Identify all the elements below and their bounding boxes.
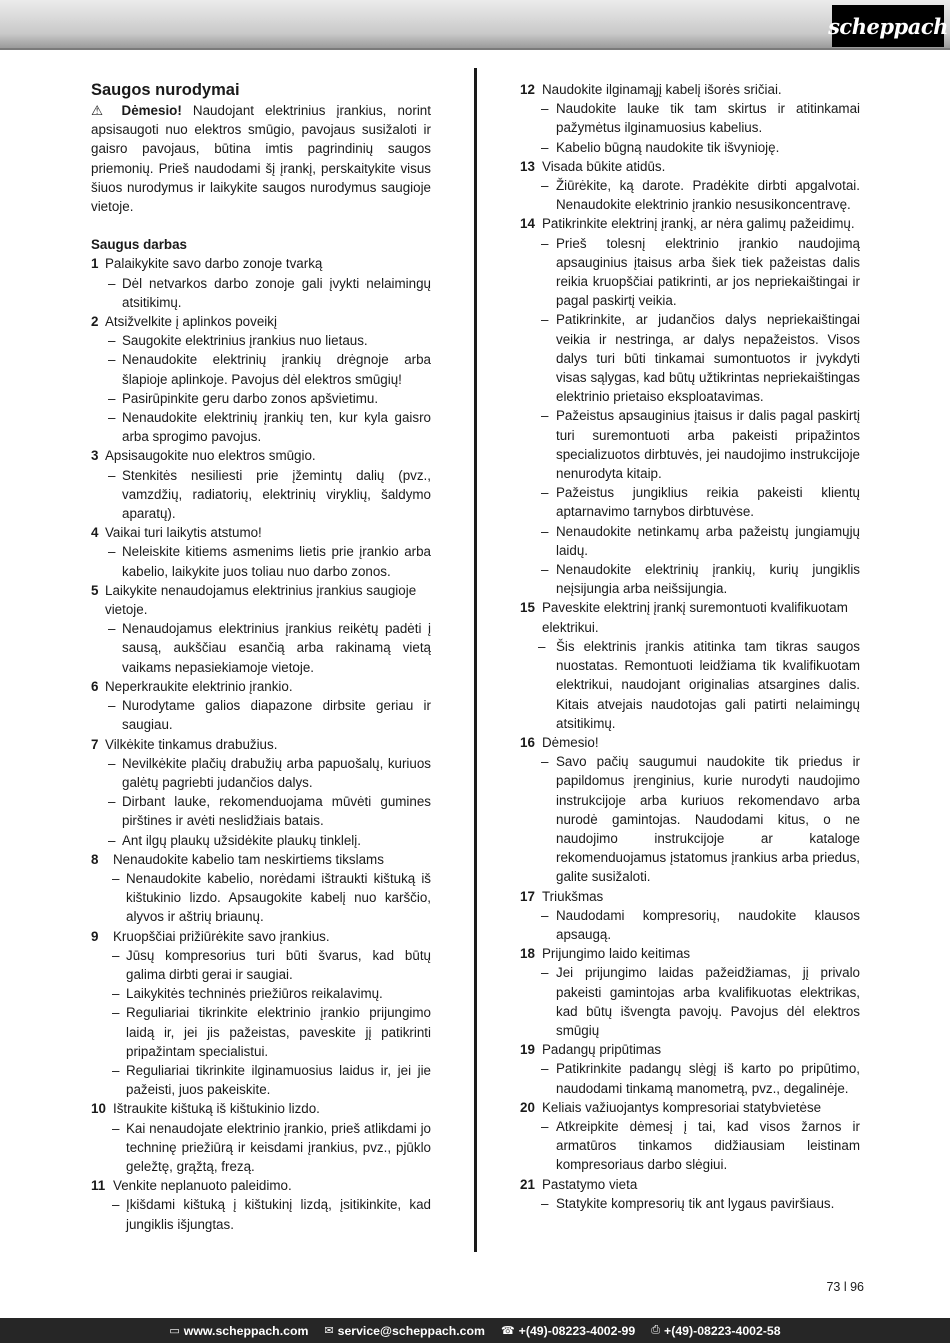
subitem-text: Nenaudokite elektrinių įrankių ten, kur kyla gaisro arba sprogimo pavojus. [122,410,431,445]
dash-bullet: – [541,965,549,981]
list-subitem [91,350,431,388]
subitem-text: Naudodami kompresorių, naudokite klausos apsaugą. [556,907,860,942]
footer-fax: +(49)-08223-4002-58 [664,1323,781,1338]
item-number: 1 [91,256,99,272]
item-number: 7 [91,736,99,752]
brand-logo: scheppach [832,5,944,47]
subitem-text: Naudokite lauke tik tam skirtus ir atitinkamai pažymėtus ilginamuosius kabelius. [556,101,860,136]
safety-list-right [520,80,860,1213]
list-subitem [520,138,860,157]
item-number: 3 [91,448,99,464]
footer-web-link[interactable]: www.scheppach.com [183,1323,309,1338]
list-item [91,581,431,619]
item-number: 8 [91,851,99,867]
item-number: 17 [520,888,535,904]
item-number: 14 [520,216,535,232]
footer-bar [0,1318,950,1343]
dash-bullet: – [541,754,549,770]
right-column [520,80,860,1213]
list-item [520,1175,860,1194]
list-subitem [91,408,431,446]
item-heading: Dėmesio! [542,734,599,750]
intro-text: Naudojant elektrinius įrankius, norint apsisaugoti nuo elektros smūgio, pavojaus susižaloti ir gaisro pavojaus, būtina imtis pagrindinių saugos priemonių. Prieš naudodami šį įrankį, perskaitykite visus šiuos nurodymus ir laikykite saugos nurodymus saugioje vietoje. [91,103,431,215]
dash-bullet: – [112,986,120,1002]
item-heading: Atsižvelkite į aplinkos poveikį [105,314,277,330]
list-subitem [520,1117,860,1175]
item-number: 16 [520,734,535,750]
subitem-text: Nenaudokite netinkamų arba pažeistų jungiamųjų laidų. [556,523,860,558]
dash-bullet: – [108,794,116,810]
list-item [91,254,431,273]
warning-icon: ⚠ [91,103,111,118]
list-item [91,312,431,331]
list-subitem [520,963,860,1040]
subitem-text: Saugokite elektrinius įrankius nuo lietaus. [122,333,368,349]
item-heading: Prijungimo laido keitimas [542,946,691,962]
dash-bullet: – [112,947,120,963]
dash-bullet: – [108,390,116,406]
list-item [91,1176,431,1195]
subitem-text: Nenaudokite elektrinių įrankių drėgnoje arba šlapioje aplinkoje. Pavojus dėl elektros smūgių! [122,352,431,387]
list-subitem [520,752,860,886]
envelope-icon: ✉ [324,1325,334,1337]
dash-bullet: – [541,485,549,501]
item-heading: Patikrinkite elektrinį įrankį, ar nėra galimų pažeidimų. [542,216,855,232]
item-number: 10 [91,1101,106,1117]
list-item [520,598,860,636]
dash-bullet: – [112,1120,120,1136]
list-item [520,157,860,176]
list-item [91,446,431,465]
list-subitem [91,542,431,580]
dash-bullet: – [541,101,549,117]
item-number: 13 [520,158,535,174]
dash-bullet: – [538,638,546,654]
list-subitem [91,754,431,792]
item-heading: Pastatymo vieta [542,1176,638,1192]
list-item [91,927,431,946]
dash-bullet: – [108,832,116,848]
item-number: 9 [91,928,99,944]
subitem-text: Šis elektrinis įrankis atitinka tam tikras saugos nuostatas. Remontuoti leidžiama tik kvalifikuotam elektrikui, naudojant originalias atsargines dalis. Kitais atvejais naudotojas gali patirti nelaimingų atsitikimų. [556,638,860,731]
dash-bullet: – [541,312,549,328]
item-heading: Laikykite nenaudojamus elektrinius įrankius saugioje vietoje. [105,582,417,618]
dash-bullet: – [108,410,116,426]
fax-icon: ⎙ [651,1324,661,1336]
subitem-text: Prieš tolesnį elektrinio įrankio naudojimą apsauginius įtaisus arba šiek tiek pažeistas dalis reikia kruopščiai patikrinti, ar jos nepriekaištingai ir pagal paskirtį veikia. [556,235,860,309]
subitem-text: Savo pačių saugumui naudokite tik priedus ir papildomus įrenginius, kurie nurodyti naudojimo instrukcijoje arba kuriuos rekomendavo arba nurodė gamintojas. Naudodami kitus, o ne naudojimo instrukcijoje ar kataloge rekomenduojamus įstatomus įrankius arba priedus, galite susižaloti. [556,754,860,885]
list-subitem [520,522,860,560]
dash-bullet: – [112,870,120,886]
subitem-text: Dėl netvarkos darbo zonoje gali įvykti nelaimingų atsitikimų. [122,275,431,310]
header-bar [0,0,950,50]
item-heading: Paveskite elektrinį įrankį suremontuoti kvalifikuotam elektrikui. [542,600,848,635]
list-item [520,214,860,233]
dash-bullet: – [108,755,116,771]
list-subitem [91,389,431,408]
list-subitem [520,906,860,944]
list-item [520,887,860,906]
intro-warning-label: Dėmesio! [121,103,182,118]
subitem-text: Reguliariai tikrinkite ilginamuosius laidus ir, jei jie pažeisti, juos pakeiskite. [126,1062,431,1098]
list-subitem [520,99,860,137]
list-subitem [91,274,431,312]
list-subitem [91,946,431,984]
left-column [91,80,431,1234]
list-item [520,1098,860,1117]
dash-bullet: – [541,235,549,251]
list-subitem [91,1195,431,1233]
dash-bullet: – [112,1197,120,1213]
list-subitem [91,1003,431,1061]
subitem-text: Nevilkėkite plačių drabužių arba papuošalų, kuriuos galėtų pagriebti judančios dalys. [122,755,431,790]
list-subitem [520,234,860,311]
item-heading: Keliais važiuojantys kompresoriai statybvietėse [542,1099,822,1115]
subitem-text: Kabelio būgną naudokite tik išvynioję. [556,139,780,155]
dash-bullet: – [541,139,549,155]
section-title: Saugus darbas [91,237,187,253]
list-subitem [520,483,860,521]
subitem-text: Dirbant lauke, rekomenduojama mūvėti gumines pirštines ir avėti neslidžiais batais. [122,794,431,829]
list-subitem [91,619,431,677]
item-heading: Vilkėkite tinkamus drabužius. [105,736,278,752]
dash-bullet: – [108,621,116,637]
list-item [520,80,860,99]
list-subitem [91,831,431,850]
dash-bullet: – [108,352,116,368]
list-subitem [520,637,860,733]
subitem-text: Pasirūpinkite geru darbo zonos apšvietimu. [122,390,379,406]
list-subitem [520,1059,860,1097]
subitem-text: Jūsų kompresorius turi būti švarus, kad būtų galima dirbti gerai ir saugiai. [126,947,431,982]
item-heading: Naudokite ilginamąjį kabelį išorės sričiai. [542,82,782,97]
subitem-text: Neleiskite kitiems asmenims lietis prie įrankio arba kabelio, laikykite juos toliau nuo darbo zonos. [122,544,431,579]
dash-bullet: – [541,178,549,194]
dash-bullet: – [541,1118,549,1134]
item-number: 18 [520,946,535,962]
list-item [91,735,431,754]
dash-bullet: – [108,275,116,291]
item-number: 4 [91,525,99,541]
safety-list-left [91,254,431,1233]
dash-bullet: – [541,562,549,578]
column-divider [474,68,477,1252]
list-item [91,677,431,696]
item-number: 2 [91,314,99,330]
list-item [520,944,860,963]
item-heading: Venkite neplanuoto paleidimo. [113,1178,292,1194]
item-heading: Kruopščiai prižiūrėkite savo įrankius. [113,928,330,944]
subitem-text: Įkišdami kištuką į kištukinį lizdą, įsitikinkite, kad jungiklis išjungtas. [126,1197,431,1232]
intro-paragraph [91,101,431,216]
list-subitem [91,331,431,350]
list-subitem [520,310,860,406]
list-subitem [91,869,431,927]
subitem-text: Stenkitės nesiliesti prie įžemintų dalių (pvz., vamzdžių, radiatorių, elektrinių viryklių, šaldymo aparatų). [122,467,431,522]
subitem-text: Pažeistus jungiklius reikia pakeisti klientų aptarnavimo tarnybos dirbtuvėse. [556,485,860,520]
list-item [520,1040,860,1059]
item-heading: Ištraukite kištuką iš kištukinio lizdo. [113,1101,320,1117]
list-subitem [91,984,431,1003]
subitem-text: Patikrinkite, ar judančios dalys nepriekaištingai veikia ir nestringa, ar dalys nepažeistos. Visos dalys turi būti tinkamai sumontuotos ir įvykdyti visas sąlygas, kad būtų užtikrintas nepriekaištingas elektrinio prietaiso eksploatavimas. [556,312,860,405]
subitem-text: Laikykitės techninės priežiūros reikalavimų. [126,986,383,1002]
list-subitem [91,1061,431,1099]
subitem-text: Nurodytame galios diapazone dirbsite geriau ir saugiau. [122,698,431,733]
subitem-text: Atkreipkite dėmesį į tai, kad visos žarnos ir armatūros tinkamos didžiausiam leistinam kompresoriaus darbo slėgiui. [556,1118,860,1173]
list-subitem [91,466,431,524]
list-subitem [520,560,860,598]
page-title: Saugos nurodymai [91,81,240,99]
dash-bullet: – [541,1195,549,1211]
item-number: 20 [520,1099,535,1115]
subitem-text: Žiūrėkite, ką darote. Pradėkite dirbti apgalvotai. Nenaudokite elektrinio įrankio nesusikoncentravę. [556,178,860,213]
footer-email-link[interactable]: service@scheppach.com [337,1323,485,1338]
item-number: 21 [520,1176,535,1192]
list-subitem [520,406,860,483]
item-heading: Vaikai turi laikytis atstumo! [105,525,262,541]
item-heading: Visada būkite atidūs. [542,158,666,174]
item-heading: Padangų pripūtimas [542,1042,662,1058]
list-subitem [91,696,431,734]
subitem-text: Ant ilgų plaukų užsidėkite plaukų tinklelį. [122,832,361,848]
subitem-text: Kai nenaudojate elektrinio įrankio, prieš atlikdami jo techninę priežiūrą ir keisdami įrankius, pvz., pjūklo geležtę, grąžtą, frezą. [126,1120,431,1174]
item-number: 12 [520,82,535,97]
footer-phone: +(49)-08223-4002-99 [518,1323,636,1338]
dash-bullet: – [541,1061,549,1077]
list-subitem [91,792,431,830]
list-subitem [520,176,860,214]
list-item [520,733,860,752]
monitor-icon: ▭ [169,1325,180,1337]
subitem-text: Reguliariai tikrinkite elektrinio įrankio prijungimo laidą ir, jei jis pažeistas, paveskite jį patikrinti pripažintam specialistui. [126,1005,431,1059]
dash-bullet: – [112,1062,120,1078]
item-number: 11 [91,1178,106,1194]
dash-bullet: – [112,1005,120,1021]
subitem-text: Nenaudokite kabelio, norėdami ištraukti kištuką iš kištukinio lizdo. Apsaugokite kabelį nuo karščio, alyvos ir aštrių briaunų. [126,870,431,925]
subitem-text: Jei prijungimo laidas pažeidžiamas, jį privalo pakeisti gamintojas arba kvalifikuotas elektrikas, kad būtų išvengta pavojų. Pavojus dėl elektros smūgių [556,965,860,1038]
telephone-icon: ☎ [500,1325,515,1337]
item-number: 6 [91,678,99,694]
item-number: 5 [91,582,99,598]
dash-bullet: – [108,333,116,349]
dash-bullet: – [108,467,116,483]
subitem-text: Patikrinkite padangų slėgį iš karto po pripūtimo, naudodami tinkamą manometrą, pvz., degalinėje. [556,1061,860,1096]
dash-bullet: – [541,523,549,539]
subitem-text: Statykite kompresorių tik ant lygaus paviršiaus. [556,1195,835,1211]
dash-bullet: – [108,544,116,560]
item-heading: Palaikykite savo darbo zonoje tvarką [105,256,323,272]
dash-bullet: – [541,907,549,923]
list-subitem [91,1119,431,1177]
item-heading: Triukšmas [542,888,604,904]
item-number: 15 [520,600,535,616]
subitem-text: Nenaudokite elektrinių įrankių, kurių jungiklis neįsijungia arba neišsijungia. [556,562,860,597]
dash-bullet: – [108,698,116,714]
list-item [91,850,431,869]
item-heading: Nenaudokite kabelio tam neskirtiems tikslams [113,851,384,867]
subitem-text: Pažeistus apsauginius įtaisus ir dalis pagal paskirtį turi suremontuoti arba pakeisti pripažintos specializuotos dirbtuvės, jei naudojimo instrukcijoje nenurodyta kitaip. [556,408,860,482]
item-number: 19 [520,1042,535,1058]
dash-bullet: – [541,408,549,424]
item-heading: Apsisaugokite nuo elektros smūgio. [105,448,316,464]
item-heading: Neperkraukite elektrinio įrankio. [105,678,293,694]
list-item [91,1099,431,1118]
subitem-text: Nenaudojamus elektrinius įrankius reikėtų padėti į sausą, aukščiau esančią arba rakinamą vietą vaikams nepasiekiamoje vietoje. [122,621,431,675]
list-item [91,523,431,542]
list-subitem [520,1194,860,1213]
page-number: 73 l 96 [826,1280,864,1294]
